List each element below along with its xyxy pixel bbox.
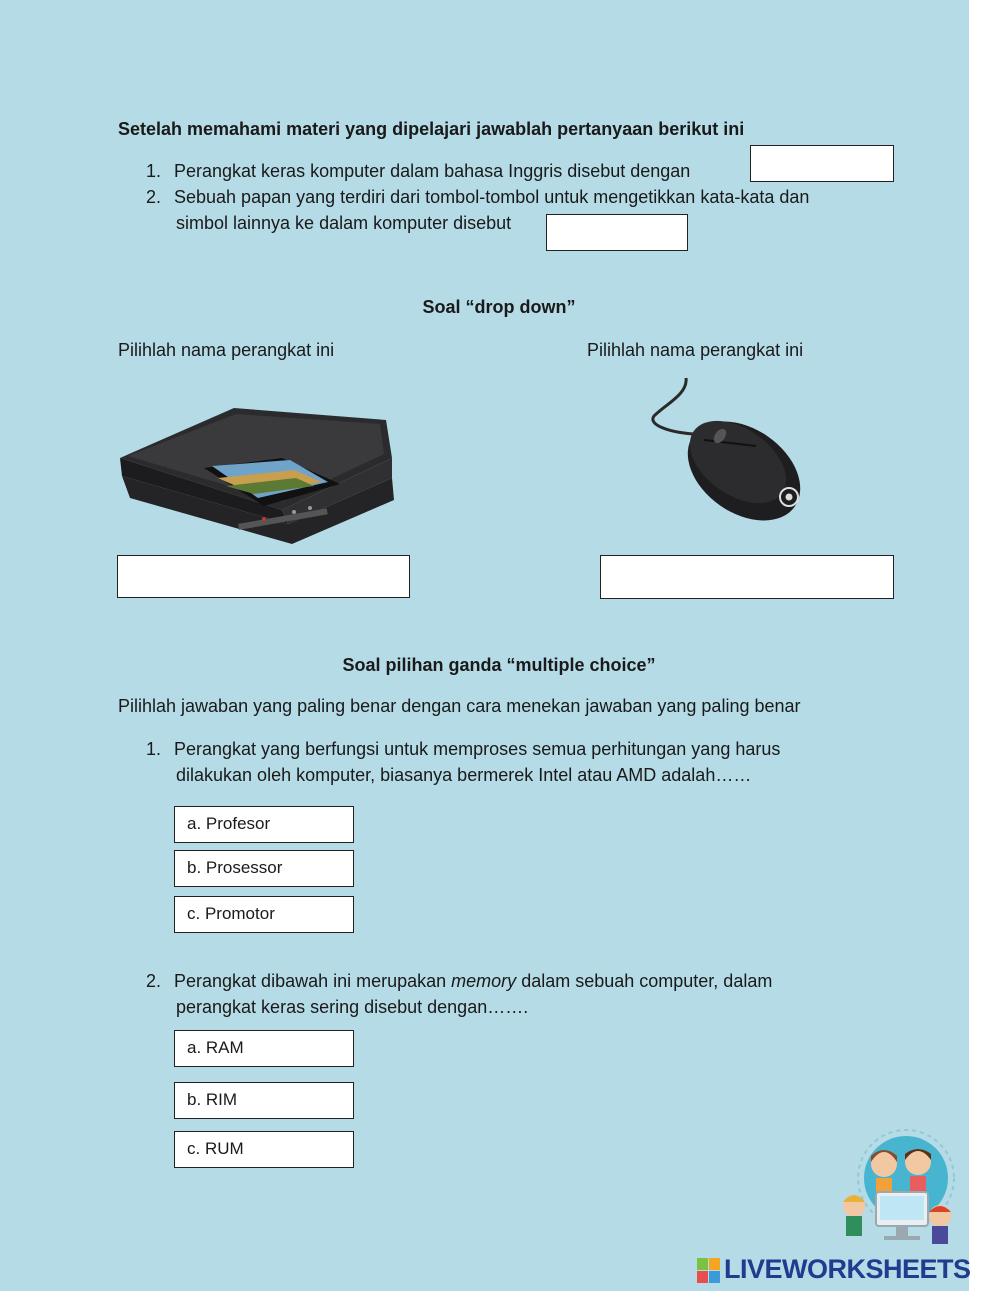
- question-text-line2: dilakukan oleh komputer, biasanya bermerek Intel atau AMD adalah……: [176, 765, 752, 785]
- mc-q1-option-a[interactable]: a. Profesor: [174, 806, 354, 843]
- question-number: 1.: [146, 739, 162, 759]
- dropdown-select-mouse[interactable]: [600, 555, 894, 599]
- mc-instruction: Pilihlah jawaban yang paling benar dengan cara menekan jawaban yang paling benar: [118, 696, 801, 716]
- question-number: 2.: [146, 187, 162, 207]
- question-text-post: dalam sebuah computer, dalam: [516, 971, 773, 991]
- dropdown-select-scanner[interactable]: [117, 555, 410, 598]
- question-text: Perangkat keras komputer dalam bahasa Inggris disebut dengan: [174, 161, 691, 181]
- mc-q2-option-c[interactable]: c. RUM: [174, 1131, 354, 1168]
- question-text-line1: Perangkat yang berfungsi untuk memproses semua perhitungan yang harus: [174, 739, 781, 759]
- question-text-line2: simbol lainnya ke dalam komputer disebut: [176, 213, 512, 233]
- question-text-line2: perangkat keras sering disebut dengan…….: [176, 997, 529, 1017]
- mc-q2-option-a[interactable]: a. RAM: [174, 1030, 354, 1067]
- scanner-image: [114, 398, 398, 548]
- answer-input-q1[interactable]: [750, 145, 894, 182]
- dropdown-heading: Soal “drop down”: [422, 297, 576, 317]
- mc-heading: Soal pilihan ganda “multiple choice”: [342, 655, 656, 675]
- kids-computer-illustration-icon: [836, 1120, 966, 1252]
- mc-q1-option-b[interactable]: b. Prosessor: [174, 850, 354, 887]
- mc-q1-option-c[interactable]: c. Promotor: [174, 896, 354, 933]
- question-2: [146, 184, 809, 210]
- liveworksheets-logo-icon: [697, 1258, 721, 1284]
- mc-q2-option-b[interactable]: b. RIM: [174, 1082, 354, 1119]
- question-number: 2.: [146, 971, 162, 991]
- question-1: [146, 158, 690, 184]
- mouse-image: [648, 376, 813, 531]
- mc-question-2: [146, 968, 772, 994]
- liveworksheets-logo-text: LIVEWORKSHEETS: [724, 1254, 971, 1284]
- question-number: 1.: [146, 161, 162, 181]
- dropdown-prompt-right: Pilihlah nama perangkat ini: [587, 340, 804, 360]
- mc-question-1: [146, 736, 780, 762]
- question-text-line1: Sebuah papan yang terdiri dari tombol-tombol untuk mengetikkan kata-kata dan: [174, 187, 810, 207]
- answer-input-q2[interactable]: [546, 214, 688, 251]
- question-text-pre: Perangkat dibawah ini merupakan: [174, 971, 452, 991]
- section1-heading: Setelah memahami materi yang dipelajari jawablah pertanyaan berikut ini: [118, 119, 745, 139]
- question-text-emphasis: memory: [451, 971, 517, 991]
- dropdown-prompt-left: Pilihlah nama perangkat ini: [118, 340, 335, 360]
